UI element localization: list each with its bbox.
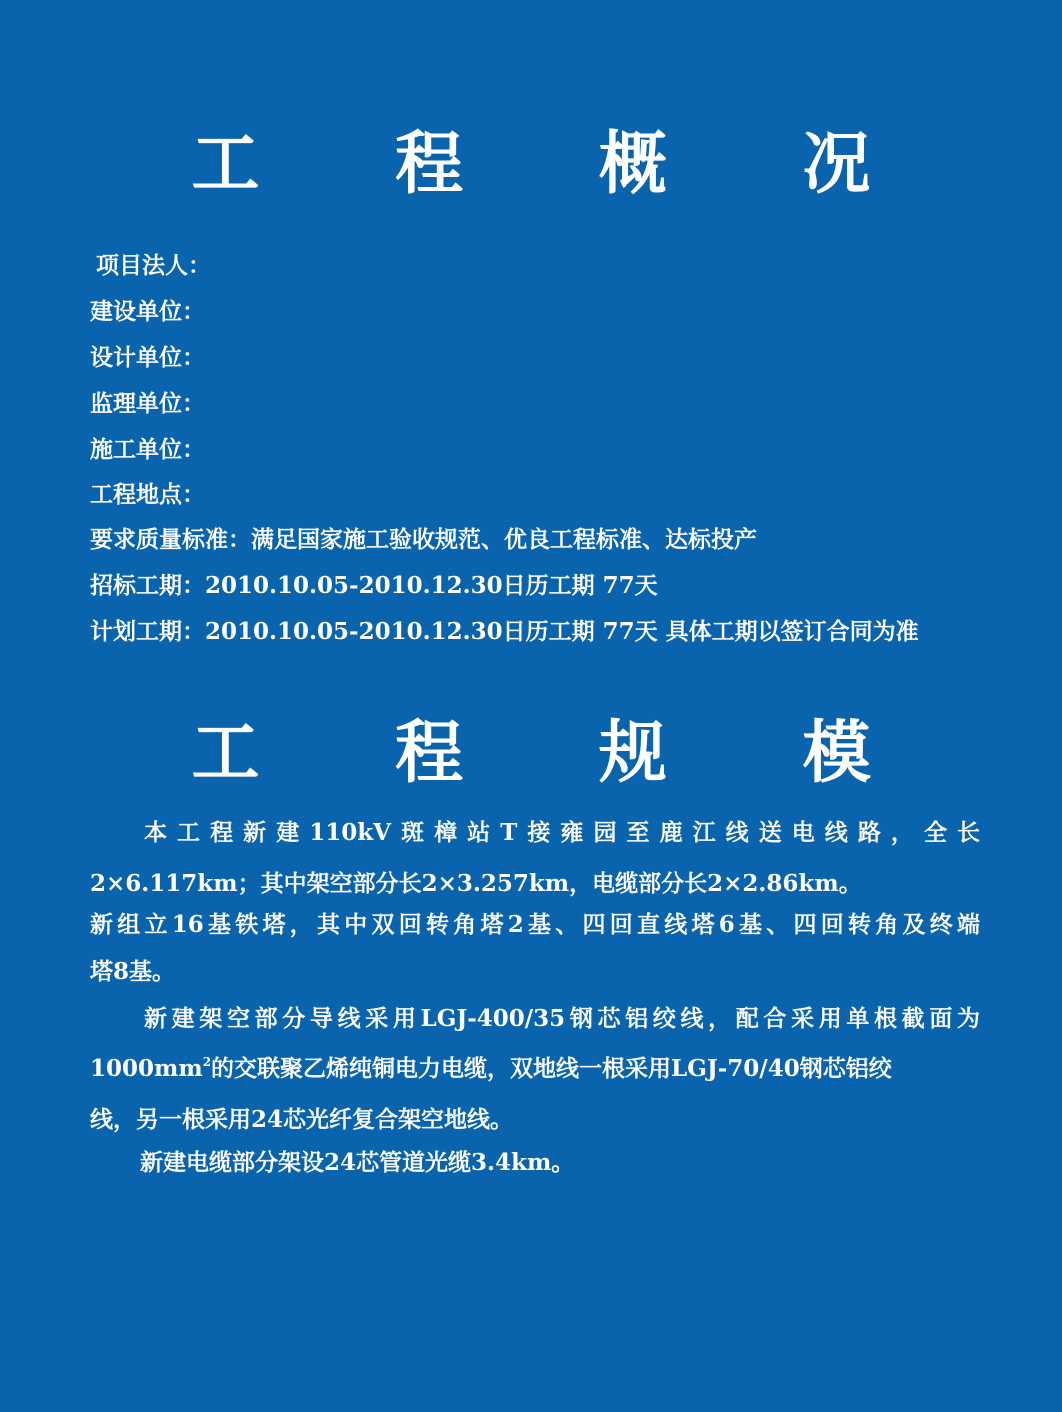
field-project-location	[90, 479, 205, 511]
field-label: 计划工期：	[90, 618, 205, 645]
overview-title: 工 程 概 况	[191, 124, 927, 204]
field-label: 监理单位：	[90, 390, 205, 417]
scale-title: 工 程 规 模	[191, 713, 927, 793]
field-design-unit	[90, 342, 205, 374]
scale-line-6	[90, 1053, 980, 1085]
field-label: 工程地点：	[90, 481, 205, 508]
scale-line-4: 塔8基。	[90, 958, 176, 985]
scale-line-8: 新建电缆部分架设24芯管道光缆3.4km。	[140, 1149, 575, 1176]
field-label: 招标工期：	[90, 572, 205, 599]
scale-line-7: 线，另一根采用24芯光纤复合架空地线。	[90, 1106, 514, 1133]
field-quality-standard	[90, 524, 757, 556]
field-contractor-unit	[90, 434, 205, 466]
field-supervision-unit	[90, 388, 205, 420]
field-construction-unit	[90, 296, 205, 328]
field-label: 要求质量标准：	[90, 526, 251, 553]
scale-line-1: 本工程新建110kV斑樟站T接雍园至鹿江线送电线路，全长	[144, 819, 980, 846]
scale-line-2: 2×6.117km；其中架空部分长2×3.257km，电缆部分长2×2.86km。	[90, 870, 862, 897]
cable-cross-section: 1000mm	[90, 1055, 203, 1082]
field-label: 施工单位：	[90, 436, 205, 463]
field-value: 满足国家施工验收规范、优良工程标准、达标投产	[251, 526, 757, 553]
scale-line-3: 新组立16基铁塔，其中双回转角塔2基、四回直线塔6基、四回转角及终端	[90, 911, 980, 938]
field-planned-period	[90, 616, 919, 648]
scale-line-6-rest: 的交联聚乙烯纯铜电力电缆，双地线一根采用LGJ-70/40钢芯铝绞	[211, 1055, 892, 1082]
field-value: 2010.10.05-2010.12.30日历工期 77天	[205, 572, 658, 599]
field-label: 建设单位：	[90, 298, 205, 325]
field-label: 设计单位：	[90, 344, 205, 371]
scale-line-5: 新建架空部分导线采用LGJ-400/35钢芯铝绞线，配合采用单根截面为	[144, 1005, 980, 1032]
field-label: 项目法人：	[96, 252, 211, 279]
superscript-squared: 2	[202, 1055, 212, 1069]
field-project-legal-person	[96, 250, 211, 282]
field-value: 2010.10.05-2010.12.30日历工期 77天 具体工期以签订合同为准	[205, 618, 919, 645]
field-bid-period	[90, 570, 658, 602]
